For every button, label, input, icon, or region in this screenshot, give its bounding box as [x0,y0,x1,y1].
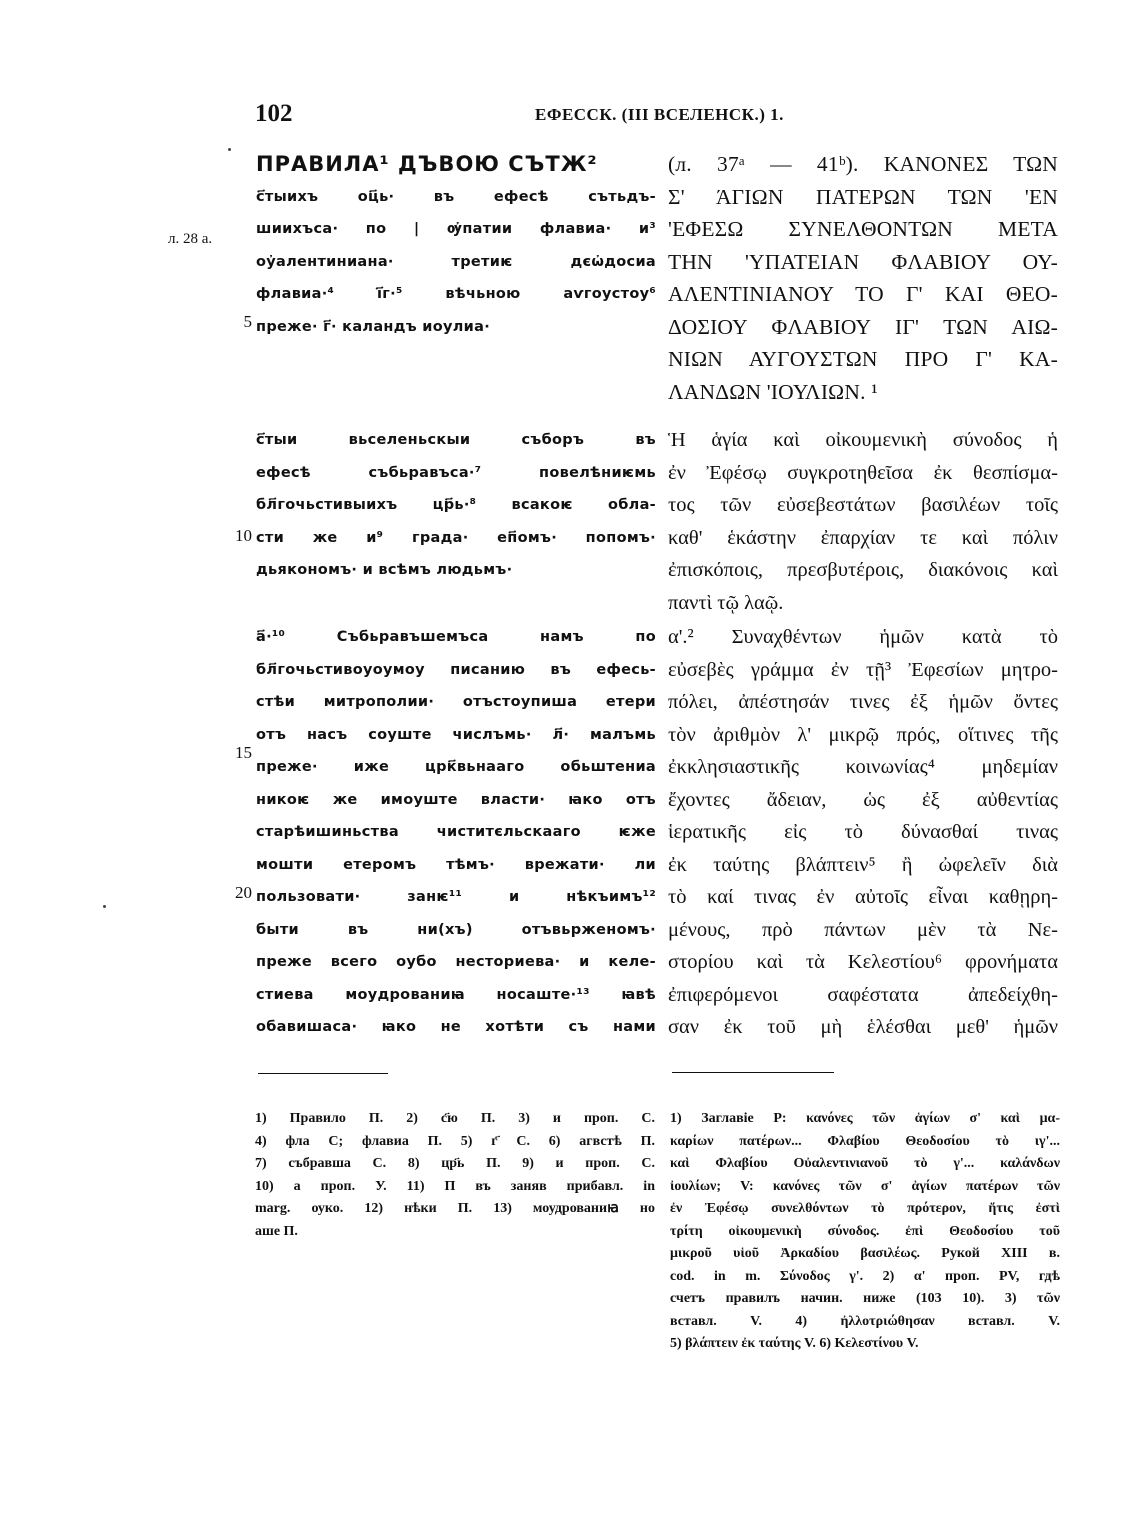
greek-line: στορίου καὶ τὰ Κελεστίου⁶ φρονήματα [668,951,1058,973]
slavonic-line: флавиа·⁴ і҃г·⁵ вѣчьною аѵгоустоу⁶ [256,286,656,302]
footnote-line: cod. in m. Σύνοδος γ'. 2) α' проп. PV, гдѣ [670,1268,1060,1284]
line-number-5: 5 [243,312,252,331]
slavonic-address-block [256,424,656,587]
slavonic-line: бл҃гочьстивыихъ цр҃ь·⁸ всакоѥ обла- [256,497,656,513]
slavonic-title: ПРАВИЛА¹ ДЪВОЮ СЪТЖ² [256,152,598,176]
footnote-line: ἐν Ἐφέσῳ συνελθόντων τὸ πρότερον, ἥτις ἐστὶ [670,1201,1060,1216]
greek-line: Ἡ ἁγία καὶ οἰκουμενικὴ σύνοδος ἡ [668,429,1058,451]
footnote-line: marg. оуко. 12) нѣки П. 13) моудрованиꙗ но [255,1201,655,1216]
running-head: ЕФЕСCК. (III ВСЕЛЕНСК.) 1. [535,105,784,124]
slavonic-line: мошти етеромъ тѣмъ· врежати· ли [256,856,656,873]
slavonic-line: сти же и⁹ града· еп҃омъ· попомъ· [256,529,656,546]
line-number-15: 15 [235,743,252,762]
slavonic-line: с҃тыихъ оц҃ь· въ ефесѣ сътьдъ- [256,188,656,205]
footnote-line: ἰουλίων; V: κανόνες τῶν σ' ἁγίων πατέρων τῶν [670,1178,1060,1194]
greek-line: σαν ἐκ τοῦ μὴ ἑλέσθαι μεθ' ἡμῶν [668,1016,1058,1038]
greek-line: εὐσεβὲς γράμμα ἐν τῇ³ Ἐφεσίων μητρο- [668,658,1058,681]
footnote-rule-right [672,1072,834,1073]
greek-line: ἐν Ἐφέσῳ συγκροτηθεῖσα ἐκ θεσπίσμα- [668,461,1058,484]
slavonic-line: отъ насъ соуште числъмь· л҃· малъмь [256,726,656,743]
line-number-20: 20 [235,883,252,902]
slavonic-line: с҃тыи вьселеньскыи съборъ въ [256,432,656,448]
greek-line: ἔχοντες ἄδειαν, ὡς ἐξ αὐθεντίας [668,788,1058,811]
footnote-line: μικροῦ υἱοῦ Ἀρκαδίου βασιλέως. Рукой XIII в. [670,1246,1060,1261]
slavonic-line: преже· иже црк҃вьнааго обьштениа [256,759,656,775]
slavonic-line: ефесѣ събьравъса·⁷ повелѣниѥмь [256,464,656,481]
slavonic-line: обавишаса· ꙗко не хотѣти съ нами [256,1019,656,1035]
greek-line: ἐκκλησιαστικῆς κοινωνίας⁴ μηδεμίαν [668,756,1058,778]
footnote-line: 7) събравша С. 8) цр҃ь П. 9) и проп. С. [255,1156,655,1171]
footnote-line: 1) Правило П. 2) с҃ю П. 3) и проп. С. [255,1111,655,1126]
slavonic-line: стѣи митрополии· отъстоупиша етери [256,694,656,710]
greek-line: ἐπισκόποις, πρεσβυτέροις, διακόνοις καὶ [668,559,1058,581]
slavonic-line: преже· г҃· каландъ иоулиа· [256,318,491,335]
greek-line: ἐπιφερόμενοι σαφέστατα ἀπεδείχθη- [668,983,1058,1006]
scan-speck [103,905,106,908]
greek-title-line: Σ' ΆΓΙΩΝ ΠΑΤΕΡΩΝ ΤΩΝ 'ΕΝ [668,184,1058,209]
slavonic-line: пользовати· занѥ¹¹ и нѣкъимъ¹² [256,889,656,905]
footnote-rule-left [258,1073,388,1074]
slavonic-line: преже всего оубо несториева· и келе- [256,954,656,970]
greek-line: α'.² Συναχθέντων ἡμῶν κατὰ τὸ [668,626,1058,648]
greek-title-line: ΔΟΣΙΟΥ ΦΛΑΒΙΟΥ ΙΓ' ΤΩΝ ΑΙΩ- [668,314,1058,339]
greek-line: καθ' ἑκάστην ἐπαρχίαν τε καὶ πόλιν [668,526,1058,549]
slavonic-line: старѣишиньства чиститєльскааго ѥже [256,824,656,840]
greek-line: πόλει, ἀπέστησάν τινες ἐξ ἡμῶν ὄντες [668,691,1058,713]
slavonic-line: быти въ ни(хъ) отъвьрженомъ· [256,921,656,938]
footnotes-slavonic [255,1108,655,1243]
greek-canon-1-block [668,621,1058,1044]
scan-speck [228,148,231,151]
slavonic-canon-1-block [256,621,656,1044]
slavonic-line: оу҆алентиниана· третиѥ дєѡ҆досиа [256,253,656,270]
slavonic-title-block [256,148,656,343]
footnote-line: καὶ Φλαβίου Οὐαλεντινιανοῦ τὸ γ'... καλάνδων [670,1156,1060,1171]
greek-line: τὸ καί τινας ἐν αὐτοῖς εἶναι καθῃρη- [668,886,1058,908]
footnotes-greek [670,1108,1060,1356]
greek-line: τὸν ἀριθμὸν λ' μικρῷ πρός, οἵτινες τῆς [668,723,1058,746]
greek-line: ἐκ ταύτης βλάπτειν⁵ ἢ ὠφελεῖν διὰ [668,853,1058,876]
greek-title-line: 'ΕΦΕΣΩ ΣΥΝΕΛΘΟΝΤΩΝ ΜΕΤΑ [668,217,1058,241]
slavonic-line: стиева моудрованиꙗ носаште·¹³ ꙗвѣ [256,986,656,1003]
footnote-line: 5) βλάπτειν ἐκ ταύτης V. 6) Κελεστίνου V. [670,1336,919,1351]
slavonic-line: дьякономъ· и всѣмъ людьмъ· [256,562,513,578]
footnote-line: 1) Заглавіе P: κανόνες τῶν ἁγίων σ' καὶ μα- [670,1111,1060,1126]
footnote-line: καρίων πατέρων... Φλαβίου Θεοδοσίου τὸ ιγ'... [670,1133,1060,1149]
line-number-10: 10 [235,526,252,545]
greek-title-line: ΤΗΝ 'ΥΠΑΤΕΙΑΝ ΦΛΑΒΙΟΥ ΟΥ- [668,249,1058,274]
greek-line: τος τῶν εὐσεβεστάτων βασιλέων τοῖς [668,494,1058,516]
footnote-line: τρίτη οἰκουμενικὴ σύνοδος. ἐπὶ Θεοδοσίου τοῦ [670,1223,1060,1239]
folio-note: л. 28 а. [168,231,213,247]
footnote-line: 4) фла С; флавиа П. 5) г҃ С. 6) агвстѣ П. [255,1133,655,1149]
greek-title-block [668,148,1058,408]
page-number: 102 [255,100,293,127]
slavonic-line: а҃·¹⁰ Събьравъшемъса намъ по [256,629,656,645]
greek-line: παντὶ τῷ λαῷ. [668,591,784,614]
greek-title-line: ΛΑΝΔΩΝ 'ΙΟΥΛΙΩΝ. ¹ [668,379,878,404]
greek-line: μένους, πρὸ πάντων μὲν τὰ Νε- [668,918,1058,941]
greek-title-line: ΝΙΩΝ ΑΥΓΟΥΣΤΩΝ ΠΡΟ Γ' ΚΑ- [668,347,1058,371]
footnote-line: аше П. [255,1223,298,1239]
greek-title-line: (л. 37ᵃ — 41ᵇ). ΚΑΝΟΝΕΣ ΤΩΝ [668,152,1058,176]
greek-title-line: ΑΛΕΝΤΙΝΙΑΝΟΥ ΤΟ Γ' ΚΑΙ ΘΕΟ- [668,282,1058,306]
footnote-line: счетъ правилъ начин. ниже (103 10). 3) τῶν [670,1291,1060,1306]
slavonic-line: шиихъса· по | ѹ҆патии флавиа· и³ [256,221,656,237]
greek-address-block [668,424,1058,619]
footnote-line: 10) а проп. У. 11) П въ заняв прибавл. in [255,1178,655,1194]
slavonic-line: бл҃гочьстивоуоумоу писанию въ ефесь- [256,661,656,678]
slavonic-line: никоѥ же имоуште власти· ꙗко отъ [256,791,656,808]
greek-line: ἱερατικῆς εἰς τὸ δύνασθαί τινας [668,821,1058,843]
footnote-line: вставл. V. 4) ἠλλοτριώθησαν вставл. V. [670,1313,1060,1329]
